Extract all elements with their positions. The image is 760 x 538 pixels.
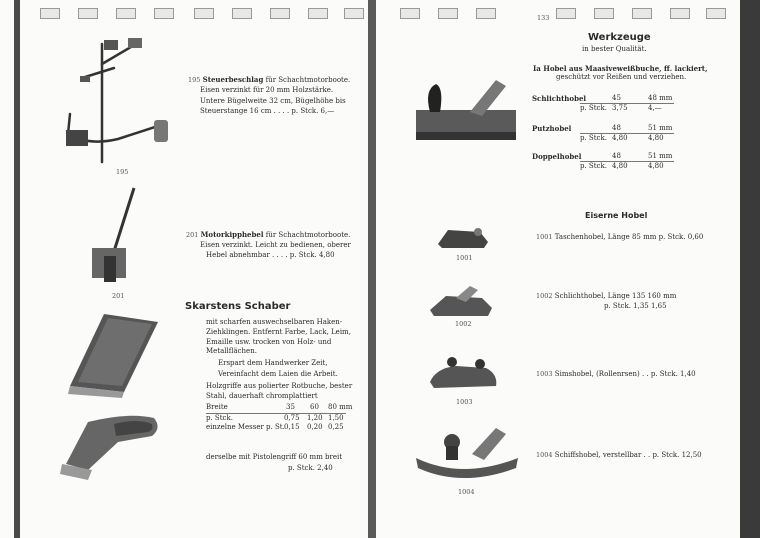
item-line: für Schachtmotorboote. — [265, 231, 351, 239]
item-text — [536, 233, 703, 242]
hobel-size: 48 mm — [648, 94, 673, 102]
figure-caption: 1003 — [456, 398, 473, 406]
item-line: Steuerstange 16 cm . . . . p. Stck. 6,— — [200, 107, 335, 115]
figure-caption: 1001 — [456, 254, 473, 262]
hobel-name: Schlichthobel — [532, 94, 587, 103]
figure-caption: 1002 — [455, 320, 472, 328]
table-cell: einzelne Messer p. St. — [206, 423, 285, 431]
center-gutter — [368, 0, 376, 538]
binding-tab — [632, 8, 652, 19]
table-header-cell: 35 — [286, 403, 295, 411]
steering-fitting-illustration — [58, 34, 178, 169]
pistol-grip-line: derselbe mit Pistolengriff 60 mm breit — [206, 453, 343, 461]
binding-tab — [308, 8, 328, 19]
item-line: für Schachtmotorboote. — [265, 76, 351, 84]
binding-tab — [670, 8, 690, 19]
motor-lever-illustration — [86, 184, 146, 292]
intro-line: geschützt vor Reißen und verziehen. — [556, 73, 687, 81]
price-label: p. Stck. — [580, 104, 607, 112]
desc-line: Emaille usw. trocken von Holz- und — [206, 338, 332, 346]
pistol-grip-price: p. Stck. 2,40 — [288, 464, 333, 472]
table-header-cell: 80 mm — [328, 403, 353, 411]
binding-tab — [594, 8, 614, 19]
item-195-first-line — [188, 75, 350, 85]
pocket-plane-illustration — [434, 220, 492, 252]
hobel-size: 45 — [612, 94, 621, 102]
item-line: Eisen verzinkt für 20 mm Holzstärke. — [200, 86, 334, 94]
binding-tab — [706, 8, 726, 19]
handle-line: Holzgriffe aus polierter Rotbuche, bester — [206, 382, 353, 390]
hobel-size: 51 mm — [648, 152, 673, 160]
binding-tab — [78, 8, 98, 19]
hobel-size: 51 mm — [648, 124, 673, 132]
wooden-plane-illustration — [410, 76, 520, 146]
binding-tab — [154, 8, 174, 19]
table-cell: 1,50 — [328, 414, 344, 422]
hobel-size: 48 — [612, 152, 621, 160]
intro-text: Ia Hobel aus Maasiveweißbuche, ff. lackiert, — [533, 64, 708, 73]
table-cell: 0,25 — [328, 423, 344, 431]
hobel-size: 48 — [612, 124, 621, 132]
table-cell: p. Stck. — [206, 414, 233, 422]
binding-tab — [194, 8, 214, 19]
handle-line: Stahl, dauerhaft chromplattiert — [206, 392, 318, 400]
hobel-name: Doppelhobel — [532, 152, 582, 161]
item-text — [536, 451, 702, 460]
rabbet-plane-illustration — [426, 352, 502, 396]
price: 4,— — [648, 104, 662, 112]
item-number: 1001 — [536, 233, 553, 241]
item-description: Simshobel, (Rollenrsen) . . p. Stck. 1,40 — [554, 370, 696, 378]
price: 3,75 — [612, 104, 628, 112]
price: 4,80 — [612, 134, 628, 142]
price-label: p. Stck. — [580, 134, 607, 142]
binding-tab — [116, 8, 136, 19]
section-heading: Skarstens Schaber — [185, 301, 291, 312]
smoothing-plane-illustration — [426, 282, 496, 320]
section-heading: Eiserne Hobel — [585, 211, 648, 220]
claim-line: Vereinfacht dem Laien die Arbeit. — [218, 370, 338, 378]
item-number: 195 — [188, 76, 201, 84]
desc-line: mit scharfen auswechselbaren Haken- — [206, 318, 343, 326]
page-title: Werkzeuge — [588, 32, 651, 43]
item-line: Untere Bügelweite 32 cm, Bügelhöhe bis — [200, 97, 346, 105]
table-cell: 1,20 — [307, 414, 323, 422]
scraper-illustration — [64, 308, 164, 398]
figure-caption: 195 — [116, 168, 129, 176]
compass-plane-illustration — [412, 424, 522, 488]
desc-line: Metallflächen. — [206, 347, 257, 355]
item-description: Schlichthobel, Länge 135 160 mm — [554, 292, 677, 300]
page-subtitle: in bester Qualität. — [582, 45, 647, 53]
binding-tab — [40, 8, 60, 19]
item-title: Motorkipphebel — [200, 230, 264, 239]
item-number: 1004 — [536, 451, 553, 459]
hobel-name: Putzhobel — [532, 124, 572, 133]
binding-tab — [476, 8, 496, 19]
item-text — [536, 370, 696, 379]
item-text — [536, 292, 676, 301]
binding-tab — [438, 8, 458, 19]
item-line: Eisen verzinkt. Leicht zu bedienen, oberer — [200, 241, 351, 249]
table-cell: 0,15 — [284, 423, 300, 431]
right-binding-edge — [740, 0, 760, 538]
desc-line: Ziehklingen. Entfernt Farbe, Lack, Leim, — [206, 328, 351, 336]
figure-caption: 201 — [112, 292, 125, 300]
item-number: 201 — [186, 231, 199, 239]
price-label: p. Stck. — [580, 162, 607, 170]
table-header-cell: 60 — [310, 403, 319, 411]
item-number: 1003 — [536, 370, 553, 378]
figure-caption: 1004 — [458, 488, 475, 496]
item-description: Schiffshobel, verstellbar . . p. Stck. 12,50 — [554, 451, 702, 459]
item-number: 1002 — [536, 292, 553, 300]
item-line: Hebel abnehmbar . . . . p. Stck. 4,80 — [206, 251, 335, 259]
left-binding-edge — [14, 0, 20, 538]
item-title: Steuerbeschlag — [202, 75, 264, 84]
table-cell: 0,20 — [307, 423, 323, 431]
price: 4,80 — [648, 162, 664, 170]
table-header-cell: Breite — [206, 403, 228, 411]
item-price-line: p. Stck. 1,35 1,65 — [604, 302, 667, 310]
item-201-first-line — [186, 230, 350, 240]
item-description: Taschenhobel, Länge 85 mm p. Stck. 0,60 — [554, 233, 704, 241]
pistol-scraper-illustration — [58, 412, 162, 482]
binding-tab — [344, 8, 364, 19]
binding-tab — [232, 8, 252, 19]
price: 4,80 — [648, 134, 664, 142]
page-number: 133 — [537, 14, 550, 22]
binding-tab — [556, 8, 576, 19]
table-cell: 0,75 — [284, 414, 300, 422]
price: 4,80 — [612, 162, 628, 170]
binding-tab — [400, 8, 420, 19]
binding-tab — [270, 8, 290, 19]
claim-line: Erspart dem Handwerker Zeit, — [218, 359, 328, 367]
